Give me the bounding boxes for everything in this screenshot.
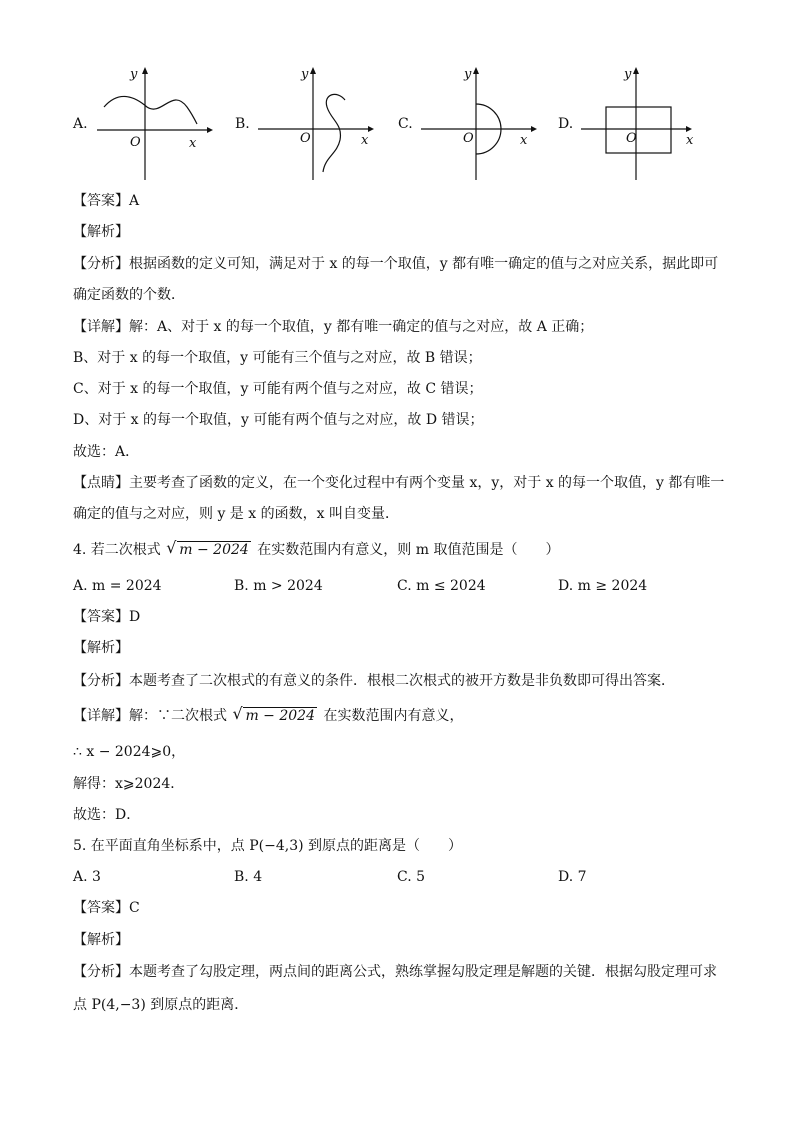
q5-stem: 5. 在平面直角坐标系中，点 P(−4,3) 到原点的距离是（ ） bbox=[73, 838, 463, 854]
q4-step2: 解得：x⩾2024． bbox=[73, 776, 185, 792]
q3-b: B、对于 x 的每一个取值，y 可能有三个值与之对应，故 B 错误； bbox=[73, 350, 482, 366]
q4-option-c: C. m ≤ 2024 bbox=[397, 578, 486, 594]
q4-answer: 【答案】D bbox=[73, 609, 141, 625]
q5-option-a: A. 3 bbox=[73, 869, 101, 885]
graph-a-origin-label: O bbox=[130, 135, 141, 150]
q5-fenxi-cont: 点 P(4,−3) 到原点的距离． bbox=[73, 997, 249, 1013]
q4-step1: ∴ x − 2024⩾0， bbox=[73, 744, 186, 760]
graph-d bbox=[578, 62, 708, 182]
graph-c-origin-label: O bbox=[463, 131, 474, 146]
q4-stem-pre: 4. 若二次根式 bbox=[73, 542, 161, 558]
graph-a bbox=[92, 62, 222, 182]
q5-fenxi: 【分析】本题考查了勾股定理，两点间的距离公式，熟练掌握勾股定理是解题的关键．根据勾股定理可求 bbox=[73, 964, 717, 980]
graph-c-y-label: y bbox=[464, 67, 472, 82]
q3-d: D、对于 x 的每一个取值，y 可能有两个值与之对应，故 D 错误； bbox=[73, 412, 484, 428]
q3-choose: 故选：A． bbox=[73, 444, 140, 460]
q4-option-b: B. m > 2024 bbox=[234, 578, 323, 594]
graph-a-label: A. bbox=[73, 116, 88, 132]
q5-analysis-head: 【解析】 bbox=[73, 932, 129, 948]
q4-fenxi: 【分析】本题考查了二次根式的有意义的条件．根根二次根式的被开方数是非负数即可得出答案． bbox=[73, 673, 675, 689]
q3-fenxi: 【分析】根据函数的定义可知，满足对于 x 的每一个取值，y 都有唯一确定的值与之对应关系，据此即可 bbox=[73, 256, 719, 272]
graph-b bbox=[255, 62, 385, 182]
q4-stem-post: 在实数范围内有意义，则 m 取值范围是（ ） bbox=[257, 542, 560, 558]
graph-a-x-label: x bbox=[189, 136, 197, 151]
graph-b-origin-label: O bbox=[300, 131, 311, 146]
q5-option-d: D. 7 bbox=[558, 869, 587, 885]
q4-xiangjie-radicand: m − 2024 bbox=[245, 708, 315, 724]
q4-radical bbox=[167, 540, 251, 560]
q4-xiangjie-post: 在实数范围内有意义， bbox=[323, 708, 464, 724]
q3-xiangjie: 【详解】解：A、对于 x 的每一个取值，y 都有唯一确定的值与之对应，故 A 正确； bbox=[73, 319, 594, 335]
q3-dianjing-cont: 确定的值与之对应，则 y 是 x 的函数，x 叫自变量． bbox=[73, 506, 399, 522]
q3-answer: 【答案】A bbox=[73, 193, 140, 209]
q3-c: C、对于 x 的每一个取值，y 可能有两个值与之对应，故 C 错误； bbox=[73, 381, 483, 397]
q4-analysis-head: 【解析】 bbox=[73, 640, 129, 656]
graph-a-y-label: y bbox=[130, 67, 138, 82]
q4-xiangjie-pre: 【详解】解：∵二次根式 bbox=[73, 708, 227, 724]
q4-radicand: m − 2024 bbox=[179, 542, 249, 558]
q5-option-c: C. 5 bbox=[397, 869, 426, 885]
q5-option-b: B. 4 bbox=[234, 869, 263, 885]
q4-xiangjie bbox=[73, 706, 463, 726]
graph-d-origin-label: O bbox=[626, 131, 637, 146]
q4-stem bbox=[73, 540, 559, 560]
q3-fenxi-cont: 确定函数的个数． bbox=[73, 287, 185, 303]
q4-option-d: D. m ≥ 2024 bbox=[558, 578, 648, 594]
q4-choose: 故选：D． bbox=[73, 807, 141, 823]
graph-d-x-label: x bbox=[686, 133, 694, 148]
q3-analysis-head: 【解析】 bbox=[73, 224, 129, 240]
graph-d-label: D. bbox=[558, 116, 574, 132]
q3-dianjing: 【点睛】主要考查了函数的定义，在一个变化过程中有两个变量 x，y，对于 x 的每一个取值，y 都有唯一 bbox=[73, 475, 725, 491]
q4-xiangjie-radical bbox=[233, 706, 317, 726]
graph-b-y-label: y bbox=[301, 67, 309, 82]
graph-c-label: C. bbox=[398, 116, 413, 132]
graph-c-x-label: x bbox=[520, 133, 528, 148]
graph-b-x-label: x bbox=[361, 133, 369, 148]
graph-c bbox=[418, 62, 548, 182]
graph-d-y-label: y bbox=[624, 67, 632, 82]
q5-answer: 【答案】C bbox=[73, 900, 140, 916]
graph-b-label: B. bbox=[235, 116, 250, 132]
q4-option-a: A. m = 2024 bbox=[73, 578, 162, 594]
